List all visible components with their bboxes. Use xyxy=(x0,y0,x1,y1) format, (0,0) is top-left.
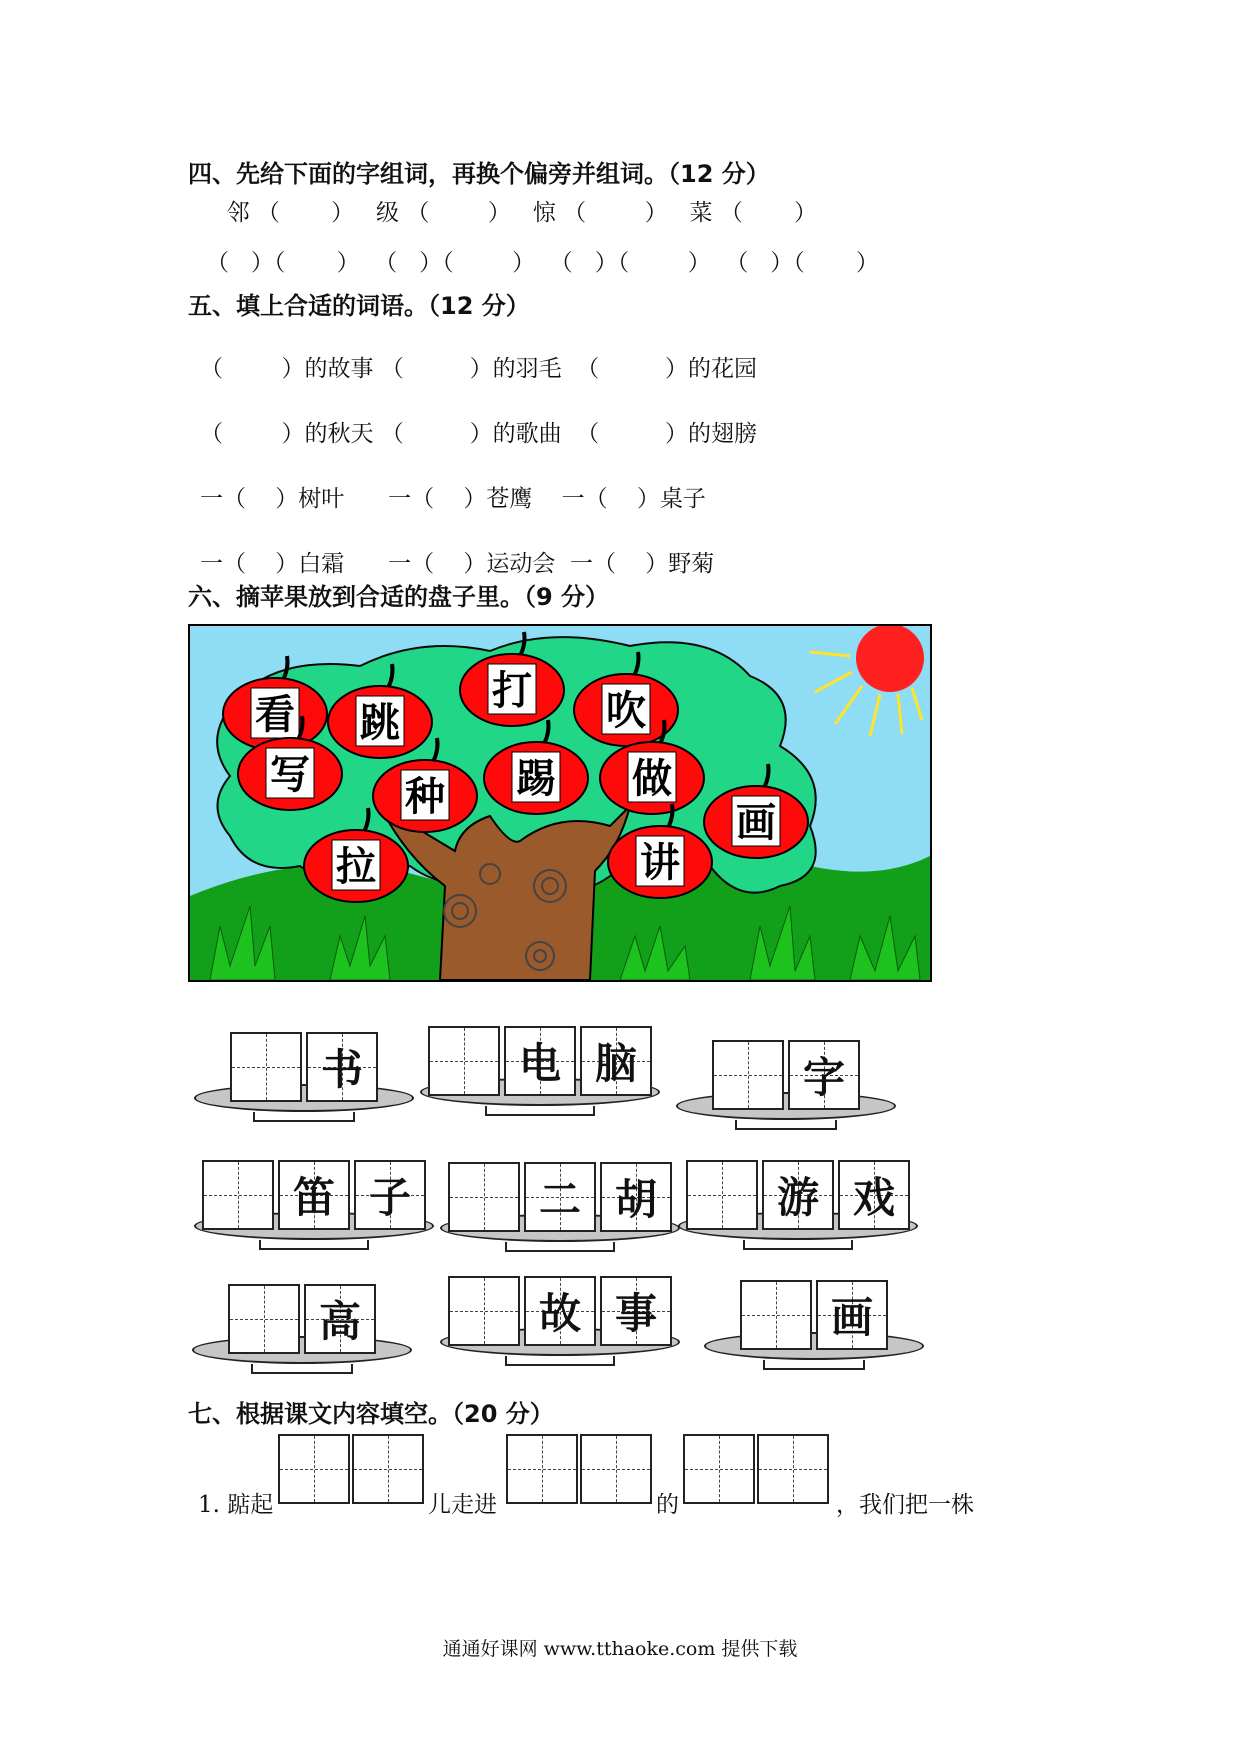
apple-label: 跳 xyxy=(360,699,400,746)
section6-heading: 六、摘苹果放到合适的盘子里。（9 分） xyxy=(188,583,610,611)
plate-base xyxy=(505,1356,615,1366)
apple-label: 种 xyxy=(405,773,445,820)
apple-label: 吹 xyxy=(606,687,646,734)
item1-mid2: 的 xyxy=(656,1492,679,1518)
section4-heading: 四、先给下面的字组词，再换个偏旁并组词。（12 分） xyxy=(188,160,770,188)
grid-cell[interactable] xyxy=(352,1434,424,1504)
grid-cell[interactable] xyxy=(506,1434,578,1504)
plate[interactable] xyxy=(194,1150,434,1250)
plate-char-cell xyxy=(600,1276,672,1346)
plate-char-cell xyxy=(304,1284,376,1354)
plate-cells xyxy=(448,1276,672,1346)
plate-base xyxy=(251,1364,352,1374)
plate-blank-cell[interactable] xyxy=(428,1026,500,1096)
apple-label: 看 xyxy=(255,691,295,738)
plate-char-cell xyxy=(600,1162,672,1232)
plate-cells xyxy=(712,1040,860,1110)
section5-row: 一（ ）树叶 一（ ）苍鹰 一（ ）桌子 xyxy=(200,486,706,512)
apple-label: 写 xyxy=(270,751,310,798)
apple-label: 踢 xyxy=(516,755,556,802)
plate-cells xyxy=(230,1032,378,1102)
plate[interactable] xyxy=(440,1266,680,1366)
plate-char: 电 xyxy=(518,1039,561,1088)
plate-char: 二 xyxy=(538,1175,581,1224)
plate-char-cell xyxy=(838,1160,910,1230)
plate-char-cell xyxy=(816,1280,888,1350)
plate-char: 高 xyxy=(318,1297,361,1346)
plate-blank-cell[interactable] xyxy=(712,1040,784,1110)
plate-char: 书 xyxy=(320,1045,363,1094)
section5-row: 一（ ）白霜 一（ ）运动会 一（ ）野菊 xyxy=(200,551,715,577)
plate-char-cell xyxy=(580,1026,652,1096)
plate-base xyxy=(735,1120,836,1130)
plate-blank-cell[interactable] xyxy=(686,1160,758,1230)
plate-blank-cell[interactable] xyxy=(202,1160,274,1230)
footer: 通通好课网 www.tthaoke.com 提供下载 xyxy=(442,1638,798,1660)
plate-base xyxy=(253,1112,354,1122)
plate-base xyxy=(485,1106,595,1116)
answer-grid-3[interactable] xyxy=(683,1434,831,1504)
grid-cell[interactable] xyxy=(757,1434,829,1504)
plate-char-cell xyxy=(504,1026,576,1096)
plate-char-cell xyxy=(278,1160,350,1230)
sun xyxy=(856,626,924,692)
section5-heading: 五、填上合适的词语。（12 分） xyxy=(188,292,530,320)
plate[interactable] xyxy=(704,1270,924,1370)
apple-tree-picture xyxy=(188,624,932,982)
plate[interactable] xyxy=(192,1274,412,1374)
item1-prefix: 1. 踮起 xyxy=(198,1492,274,1518)
plate-char-cell xyxy=(306,1032,378,1102)
plate-char-cell xyxy=(354,1160,426,1230)
apple-label: 打 xyxy=(492,667,532,714)
plate-blank-cell[interactable] xyxy=(448,1162,520,1232)
plate-cells xyxy=(228,1284,376,1354)
plate-cells xyxy=(202,1160,426,1230)
plate-blank-cell[interactable] xyxy=(740,1280,812,1350)
plate-base xyxy=(259,1240,369,1250)
plate-cells xyxy=(740,1280,888,1350)
item1-mid1: 儿走进 xyxy=(428,1492,497,1518)
apple-label: 画 xyxy=(736,799,776,846)
section5-row: （ ）的秋天 （ ）的歌曲 （ ）的翅膀 xyxy=(200,421,758,447)
plate[interactable] xyxy=(420,1016,660,1116)
plate-char: 脑 xyxy=(594,1039,637,1088)
plate-base xyxy=(763,1360,864,1370)
answer-grid-2[interactable] xyxy=(506,1434,654,1504)
plate-blank-cell[interactable] xyxy=(230,1032,302,1102)
plate[interactable] xyxy=(194,1022,414,1122)
apple-label: 拉 xyxy=(336,843,376,890)
plate-cells xyxy=(686,1160,910,1230)
grid-cell[interactable] xyxy=(580,1434,652,1504)
grid-cell[interactable] xyxy=(278,1434,350,1504)
plate-char: 戏 xyxy=(852,1173,895,1222)
plate-char: 字 xyxy=(802,1053,845,1102)
plate-char: 画 xyxy=(830,1293,873,1342)
item1-suffix: ，我们把一株 xyxy=(836,1492,974,1518)
plate-blank-cell[interactable] xyxy=(448,1276,520,1346)
plate-cells xyxy=(448,1162,672,1232)
plate-char: 子 xyxy=(368,1173,411,1222)
plate[interactable] xyxy=(678,1150,918,1250)
plate[interactable] xyxy=(440,1152,680,1252)
plate-char: 胡 xyxy=(614,1175,657,1224)
section7-heading: 七、根据课文内容填空。（20 分） xyxy=(188,1400,554,1428)
apple-label: 做 xyxy=(632,755,672,802)
plate[interactable] xyxy=(676,1030,896,1130)
grid-cell[interactable] xyxy=(683,1434,755,1504)
plate-char-cell xyxy=(524,1276,596,1346)
plate-base xyxy=(505,1242,615,1252)
section4-row2: （ ）（ ） （ ）（ ） （ ）（ ） （ ）（ ） xyxy=(206,250,879,276)
plate-cells xyxy=(428,1026,652,1096)
plate-blank-cell[interactable] xyxy=(228,1284,300,1354)
section5-row: （ ）的故事 （ ）的羽毛 （ ）的花园 xyxy=(200,356,758,382)
plate-char: 笛 xyxy=(292,1173,335,1222)
plate-char-cell xyxy=(788,1040,860,1110)
plate-char-cell xyxy=(524,1162,596,1232)
section4-row1: 邻 （ ） 级 （ ） 惊 （ ） 菜 （ ） xyxy=(212,200,817,226)
plate-char: 事 xyxy=(614,1289,657,1338)
answer-grid-1[interactable] xyxy=(278,1434,426,1504)
plate-base xyxy=(743,1240,853,1250)
plate-char: 故 xyxy=(538,1289,581,1338)
plate-char: 游 xyxy=(776,1173,819,1222)
plate-char-cell xyxy=(762,1160,834,1230)
apple-tree-svg xyxy=(190,626,930,980)
apple-label: 讲 xyxy=(640,839,680,886)
